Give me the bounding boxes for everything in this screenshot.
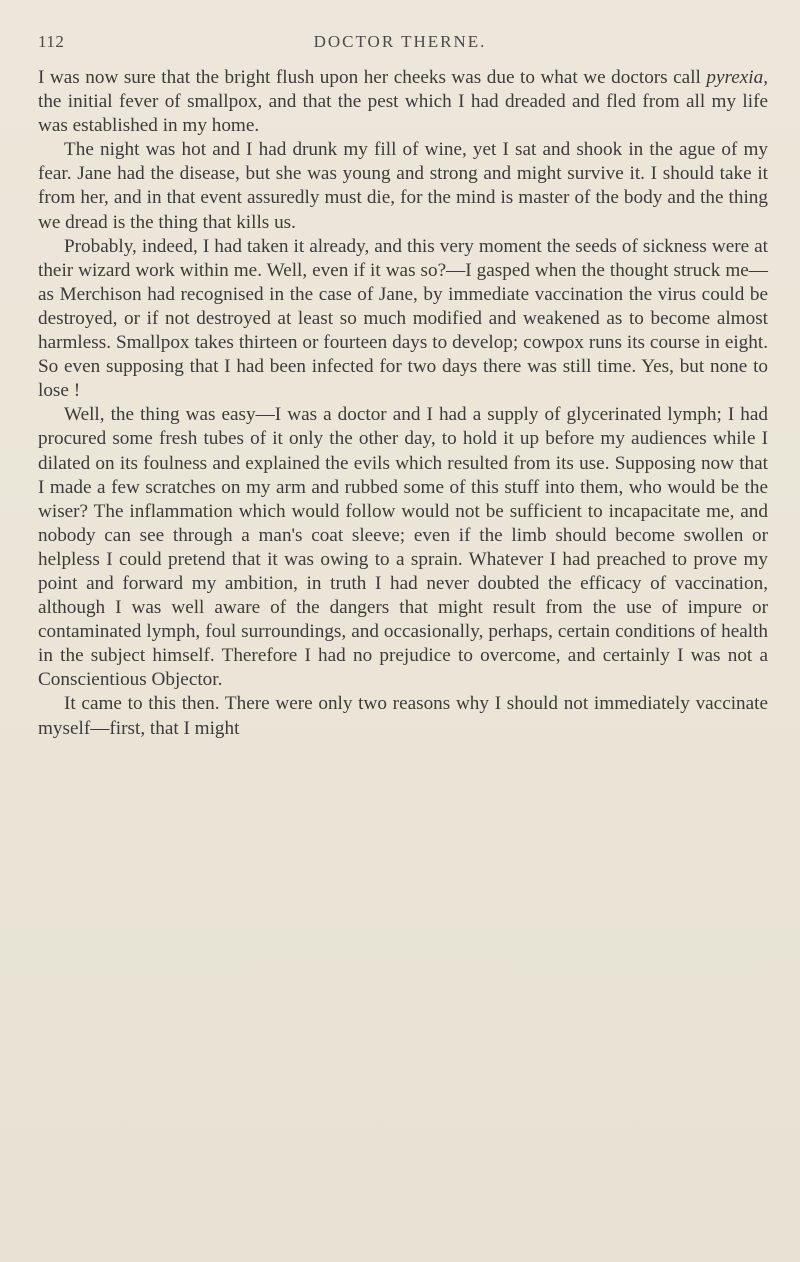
body-text xyxy=(38,66,768,741)
page-number: 112 xyxy=(38,32,65,51)
italic-term: pyrexia, xyxy=(706,67,768,88)
running-head xyxy=(38,32,762,58)
running-title: DOCTOR THERNE. xyxy=(313,32,487,51)
paragraph: Well, the thing was easy—I was a doctor and I had a supply of glycerinated lymph; I had procured some fresh tubes of it only the other day, to hold it up before my audiences while I dilated on its foulness and explained the evils which resulted from its use. Supposing now that I made a few scratches on my arm and rubbed some of this stuff into them, who would be the wiser? The inflammation which would follow would not be sufficient to incapacitate me, and nobody can see through a man's coat sleeve; even if the limb should become swollen or helpless I could pretend that it was owing to a sprain. Whatever I had preached to prove my point and forward my ambition, in truth I had never doubted the efficacy of vaccination, although I was well aware of the dangers that might result from the use of impure or contaminated lymph, foul surroundings, and occasionally, perhaps, certain conditions of health in the subject himself. Therefore I had no prejudice to overcome, and certainly I was not a Conscientious Objector. xyxy=(38,404,768,691)
paragraph-text: the initial fever of smallpox, and that the pest which I had dreaded and fled from all my life was established in my home. xyxy=(38,91,768,137)
paragraph: It came to this then. There were only two reasons why I should not immediately vaccinate myself—first, that I might xyxy=(38,693,768,739)
paragraph xyxy=(38,66,768,138)
paragraph: The night was hot and I had drunk my fill of wine, yet I sat and shook in the ague of my fear. Jane had the disease, but she was young and strong and might survive it. I should take it from her, and in that event assuredly must die, for the mind is master of the body and the thing we dread is the thing that kills us. xyxy=(38,139,768,233)
paragraph-text: I was now sure that the bright flush upon her cheeks was due to what we doctors call xyxy=(38,67,707,88)
paragraph: Probably, indeed, I had taken it already, and this very moment the seeds of sickness were at their wizard work within me. Well, even if it was so?—I gasped when the thought struck me—as Merchison had recognised in the case of Jane, by immediate vaccination the virus could be destroyed, or if not destroyed at least so much modified and weakened as to become almost harmless. Smallpox takes thirteen or fourteen days to develop; cowpox runs its course in eight. So even supposing that I had been infected for two days there was still time. Yes, but none to lose ! xyxy=(38,235,768,402)
